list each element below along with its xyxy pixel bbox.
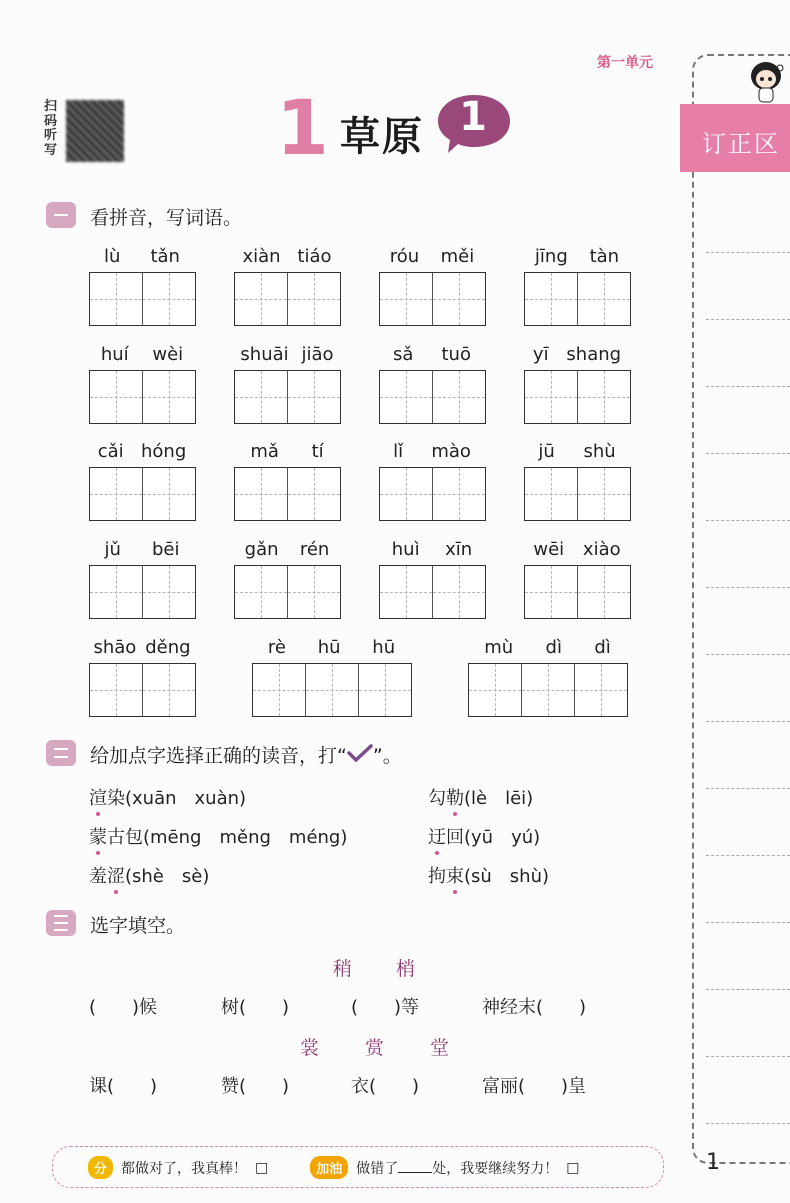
pinyin-syllable: rén (299, 539, 330, 560)
grid-cell[interactable] (358, 664, 411, 716)
all-correct-text: 都做对了，我真棒！ (121, 1160, 248, 1177)
grid-cell[interactable] (90, 664, 142, 716)
pinyin-syllable: tǎn (150, 246, 180, 267)
grid-cell[interactable] (305, 664, 358, 716)
pinyin-syllable: rè (267, 637, 286, 658)
grid-cell[interactable] (469, 664, 521, 716)
grid-cell[interactable] (142, 664, 195, 716)
pinyin-label (379, 538, 485, 562)
section-3-icon (46, 910, 76, 936)
self-check-content (88, 1156, 580, 1179)
pinyin-label (234, 538, 340, 562)
character-grid[interactable] (89, 565, 196, 619)
dotted-character: 羞 (89, 866, 107, 887)
correction-line (706, 252, 790, 253)
fill-blank[interactable]: ( )等 (351, 997, 420, 1018)
reading-options[interactable]: (sù shù) (464, 866, 550, 887)
grid-cell[interactable] (577, 468, 630, 520)
pinyin-syllable: shang (566, 344, 622, 365)
pinyin-label (89, 538, 195, 562)
pinyin-syllable: jīng (534, 246, 568, 267)
section-2-title-text: 给加点字选择正确的读音，打“ (90, 745, 347, 767)
fill-blank[interactable]: 赞( ) (221, 1076, 290, 1097)
dotted-character: 包 (125, 827, 143, 848)
pinyin-syllable: sǎ (393, 344, 414, 365)
pinyin-syllable: lù (104, 246, 121, 267)
pinyin-label (379, 440, 485, 464)
correction-line (706, 989, 790, 990)
correction-line (706, 453, 790, 454)
grid-cell[interactable] (432, 371, 485, 423)
score-badge: 分 (88, 1156, 113, 1179)
cheer-badge: 加油 (310, 1156, 348, 1179)
fill-blank[interactable]: 富丽( )皇 (482, 1076, 587, 1097)
reading-options[interactable]: (xuān xuàn) (125, 788, 247, 809)
grid-cell[interactable] (577, 566, 630, 618)
character-grid[interactable] (252, 663, 412, 717)
pinyin-label (89, 440, 195, 464)
grid-cell[interactable] (380, 273, 432, 325)
pinyin-syllable: mù (484, 637, 514, 658)
mistakes-checkbox[interactable]: □ (566, 1159, 580, 1176)
pinyin-syllable: měi (440, 246, 475, 267)
character-grid[interactable] (89, 663, 196, 717)
correction-line (706, 855, 790, 856)
character-grid[interactable] (89, 272, 196, 326)
mistakes-text-before: 做错了 (356, 1160, 399, 1177)
correction-line (706, 922, 790, 923)
section-1-icon (46, 202, 76, 228)
dotted-character: 束 (446, 866, 464, 887)
all-correct-checkbox[interactable]: □ (255, 1159, 269, 1176)
grid-cell[interactable] (287, 566, 340, 618)
grid-cell[interactable] (90, 371, 142, 423)
character-grid[interactable] (234, 370, 341, 424)
pinyin-syllable: hū (317, 637, 341, 658)
character-grid[interactable] (234, 467, 341, 521)
pinyin-syllable: tàn (589, 246, 620, 267)
correction-area (692, 54, 790, 1164)
pinyin-syllable: jū (538, 441, 555, 462)
pinyin-syllable: tí (311, 441, 324, 462)
grid-cell[interactable] (525, 468, 577, 520)
section-3-title: 选字填空。 (90, 915, 186, 937)
character-grid[interactable] (379, 565, 486, 619)
dotted-character: 蒙 (89, 827, 107, 848)
grid-cell[interactable] (577, 273, 630, 325)
grid-cell[interactable] (525, 566, 577, 618)
character-grid[interactable] (524, 467, 631, 521)
pinyin-syllable: dì (594, 637, 611, 658)
pinyin-syllable: xīn (445, 539, 473, 560)
pinyin-label (379, 245, 485, 269)
reading-options[interactable]: (yū yú) (464, 827, 541, 848)
pinyin-label (234, 245, 340, 269)
correction-line (706, 721, 790, 722)
pinyin-syllable: mào (431, 441, 471, 462)
dotted-character: 迂 (428, 827, 446, 848)
mistakes-text (356, 1158, 558, 1178)
choice-character: 裳 (300, 1037, 322, 1059)
correction-line (706, 1056, 790, 1057)
pinyin-syllable: bēi (151, 539, 180, 560)
pinyin-label (89, 343, 195, 367)
character-grid[interactable] (89, 467, 196, 521)
character-grid[interactable] (234, 565, 341, 619)
grid-cell[interactable] (432, 273, 485, 325)
pinyin-syllable: yī (532, 344, 549, 365)
choice-character: 堂 (430, 1037, 452, 1059)
grid-cell[interactable] (432, 566, 485, 618)
character-grid[interactable] (234, 272, 341, 326)
choice-character: 稍 (333, 958, 355, 980)
correction-line (706, 520, 790, 521)
reading-item (89, 823, 347, 849)
correction-line (706, 386, 790, 387)
pinyin-syllable: lǐ (393, 441, 404, 462)
pinyin-syllable: huì (391, 539, 420, 560)
section-1-title: 看拼音，写词语。 (90, 207, 243, 229)
pinyin-syllable: jǔ (104, 539, 121, 560)
grid-cell[interactable] (142, 566, 195, 618)
pinyin-syllable: róu (389, 246, 420, 267)
pinyin-syllable: shuāi (240, 344, 289, 365)
grid-cell[interactable] (525, 273, 577, 325)
grid-cell[interactable] (235, 468, 287, 520)
correction-line (706, 1123, 790, 1124)
fill-blank[interactable]: 神经末( ) (482, 997, 587, 1018)
reading-item (428, 823, 540, 849)
correction-line (706, 587, 790, 588)
unit-label: 第一单元 (597, 55, 653, 71)
correction-area-title: 订正区 (702, 130, 780, 158)
pinyin-label (524, 440, 630, 464)
grid-cell[interactable] (380, 468, 432, 520)
character-grid[interactable] (379, 272, 486, 326)
pinyin-syllable: dì (545, 637, 562, 658)
character-grid[interactable] (524, 565, 631, 619)
lesson-title: 草原 (340, 114, 424, 160)
dotted-character: 染 (107, 788, 125, 809)
scan-label: 扫码听写 (44, 99, 58, 158)
lesson-badge-number: 1 (459, 94, 487, 140)
pinyin-label (524, 343, 630, 367)
reading-options[interactable]: (lè lēi) (464, 788, 534, 809)
grid-cell[interactable] (235, 566, 287, 618)
pinyin-label (468, 636, 627, 660)
mistakes-blank[interactable] (398, 1172, 432, 1173)
choice-character: 赏 (365, 1037, 387, 1059)
character-grid[interactable] (524, 272, 631, 326)
character-grid[interactable] (468, 663, 628, 717)
reading-item (89, 862, 209, 888)
pinyin-syllable: shù (583, 441, 616, 462)
pinyin-label (379, 343, 485, 367)
reading-item (428, 784, 533, 810)
dotted-character: 渲 (89, 788, 107, 809)
cartoon-girl-icon (746, 58, 786, 106)
grid-cell[interactable] (142, 371, 195, 423)
correction-line (706, 319, 790, 320)
grid-cell[interactable] (142, 468, 195, 520)
reading-options[interactable]: (shè sè) (125, 866, 210, 887)
pinyin-label (524, 538, 630, 562)
character-grid[interactable] (379, 467, 486, 521)
pinyin-syllable: jiāo (301, 344, 334, 365)
fill-blank[interactable]: ( )候 (89, 997, 158, 1018)
section-2-title (90, 741, 402, 768)
checkmark-icon (347, 744, 373, 762)
pinyin-syllable: mǎ (250, 441, 279, 462)
pinyin-syllable: xiàn (242, 246, 281, 267)
pinyin-syllable: gǎn (244, 539, 279, 560)
dotted-character: 勒 (446, 788, 464, 809)
grid-cell[interactable] (521, 664, 574, 716)
correction-line (706, 654, 790, 655)
reading-item (428, 862, 549, 888)
pinyin-syllable: shāo (93, 637, 137, 658)
pinyin-label (252, 636, 411, 660)
dotted-character: 古 (107, 827, 125, 848)
grid-cell[interactable] (253, 664, 305, 716)
pinyin-label (89, 245, 195, 269)
grid-cell[interactable] (525, 371, 577, 423)
character-grid[interactable] (89, 370, 196, 424)
mistakes-text-after: 处，我要继续努力！ (432, 1160, 559, 1177)
grid-cell[interactable] (287, 371, 340, 423)
section-2-icon (46, 740, 76, 766)
pinyin-label (524, 245, 630, 269)
grid-cell[interactable] (380, 566, 432, 618)
grid-cell[interactable] (235, 371, 287, 423)
pinyin-syllable: huí (100, 344, 129, 365)
dotted-character: 涩 (107, 866, 125, 887)
pinyin-syllable: wèi (152, 344, 184, 365)
grid-cell[interactable] (142, 273, 195, 325)
pinyin-syllable: wēi (533, 539, 565, 560)
grid-cell[interactable] (235, 273, 287, 325)
section-2-title-end: ”。 (372, 745, 402, 767)
dotted-character: 勾 (428, 788, 446, 809)
fill-blank[interactable]: 树( ) (221, 997, 290, 1018)
pinyin-label (234, 343, 340, 367)
grid-cell[interactable] (577, 371, 630, 423)
character-grid[interactable] (524, 370, 631, 424)
dotted-character: 回 (446, 827, 464, 848)
grid-cell[interactable] (432, 468, 485, 520)
grid-cell[interactable] (90, 273, 142, 325)
dotted-character: 拘 (428, 866, 446, 887)
grid-cell[interactable] (90, 566, 142, 618)
qr-code[interactable] (66, 100, 124, 162)
character-grid[interactable] (379, 370, 486, 424)
fill-blank[interactable]: 衣( ) (351, 1076, 420, 1097)
lesson-number: 1 (276, 83, 329, 172)
pinyin-label (89, 636, 195, 660)
pinyin-syllable: xiào (582, 539, 621, 560)
pinyin-syllable: tiáo (297, 246, 332, 267)
grid-cell[interactable] (574, 664, 627, 716)
pinyin-syllable: hū (372, 637, 396, 658)
pinyin-syllable: cǎi (97, 441, 124, 462)
grid-cell[interactable] (380, 371, 432, 423)
choice-character: 梢 (396, 958, 418, 980)
reading-options[interactable]: (mēng měng méng) (143, 827, 348, 848)
pinyin-syllable: děng (145, 637, 191, 658)
correction-line (706, 788, 790, 789)
pinyin-syllable: tuō (441, 344, 471, 365)
pinyin-syllable: hóng (141, 441, 187, 462)
fill-blank[interactable]: 课( ) (89, 1076, 158, 1097)
reading-item (89, 784, 246, 810)
grid-cell[interactable] (90, 468, 142, 520)
grid-cell[interactable] (287, 468, 340, 520)
pinyin-label (234, 440, 340, 464)
grid-cell[interactable] (287, 273, 340, 325)
page-number: 1 (706, 1150, 720, 1175)
